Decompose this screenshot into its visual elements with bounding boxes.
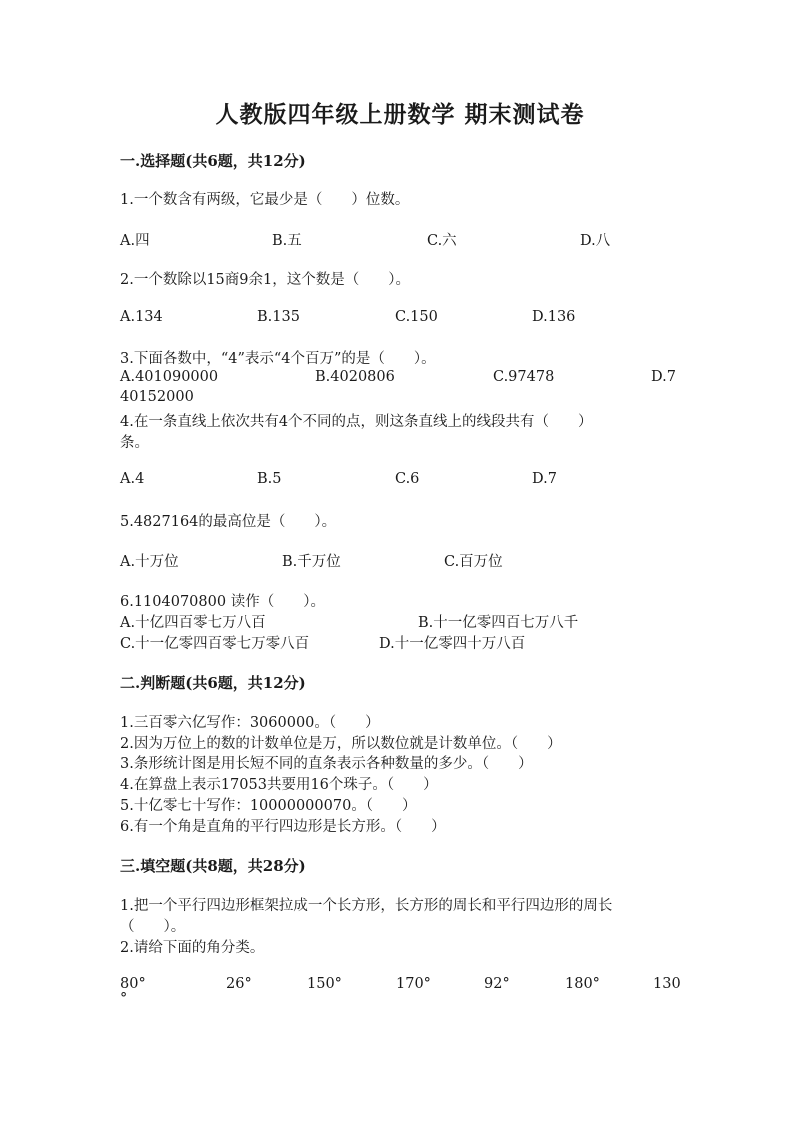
question-text: 6.1104070800 读作（ ）。 [120, 594, 325, 610]
judgement-item: 1.三百零六亿写作：3060000。（ ） [120, 715, 380, 731]
page-title: 人教版四年级上册数学 期末测试卷 [215, 101, 585, 128]
angle-value-continued: ° [120, 991, 128, 1007]
angle-value: 80° [120, 976, 146, 992]
angle-value: 130 [653, 976, 681, 992]
option-b: B.4020806 [315, 369, 395, 385]
section-header-fill: 三.填空题(共8题，共28分) [120, 857, 306, 875]
option-a: A.134 [120, 309, 163, 325]
fill-question-text-continued: （ ）。 [120, 919, 186, 935]
angle-value: 26° [226, 976, 252, 992]
option-d: D.八 [580, 233, 611, 249]
judgement-item: 2.因为万位上的数的计数单位是万，所以数位就是计数单位。（ ） [120, 736, 562, 752]
angle-value: 170° [396, 976, 431, 992]
question-text: 4.在一条直线上依次共有4个不同的点，则这条直线上的线段共有（ ） [120, 414, 593, 430]
option-b: B.五 [272, 233, 302, 249]
option-d: D.7 [532, 471, 557, 487]
judgement-item: 5.十亿零七十写作：10000000070。（ ） [120, 798, 417, 814]
option-b: B.5 [257, 471, 282, 487]
option-c: C.十一亿零四百零七万零八百 [120, 636, 310, 652]
fill-question-text: 2.请给下面的角分类。 [120, 940, 265, 956]
angle-value: 180° [565, 976, 600, 992]
option-a: A.十亿四百零七万八百 [120, 615, 266, 631]
option-d: D.十一亿零四十万八百 [379, 636, 526, 652]
angle-value: 150° [307, 976, 342, 992]
question-text: 5.4827164的最高位是（ ）。 [120, 514, 337, 530]
section-header-choice: 一.选择题(共6题，共12分) [120, 152, 306, 170]
option-d: D.7 [651, 369, 676, 385]
judgement-item: 4.在算盘上表示17053共要用16个珠子。（ ） [120, 777, 438, 793]
option-c: C.150 [395, 309, 438, 325]
question-text: 3.下面各数中，“4”表示“4个百万”的是（ ）。 [120, 351, 436, 367]
option-b: B.135 [257, 309, 300, 325]
question-text: 2.一个数除以15商9余1，这个数是（ ）。 [120, 272, 410, 288]
option-a: A.4 [120, 471, 145, 487]
option-d: D.136 [532, 309, 576, 325]
option-a: A.十万位 [120, 554, 179, 570]
option-c: C.97478 [493, 369, 555, 385]
option-b: B.千万位 [282, 554, 341, 570]
option-c: C.六 [427, 233, 457, 249]
option-c: C.6 [395, 471, 420, 487]
question-text-continued: 条。 [120, 435, 149, 451]
angle-value: 92° [484, 976, 510, 992]
option-c: C.百万位 [444, 554, 503, 570]
option-d-continued: 40152000 [120, 389, 194, 405]
judgement-item: 6.有一个角是直角的平行四边形是长方形。（ ） [120, 819, 446, 835]
option-b: B.十一亿零四百七万八千 [418, 615, 579, 631]
fill-question-text: 1.把一个平行四边形框架拉成一个长方形，长方形的周长和平行四边形的周长 [120, 898, 613, 914]
section-header-judgement: 二.判断题(共6题，共12分) [120, 674, 306, 692]
question-text: 1.一个数含有两级，它最少是（ ）位数。 [120, 192, 410, 208]
option-a: A.401090000 [120, 369, 219, 385]
judgement-item: 3.条形统计图是用长短不同的直条表示各种数量的多少。（ ） [120, 756, 533, 772]
option-a: A.四 [120, 233, 150, 249]
